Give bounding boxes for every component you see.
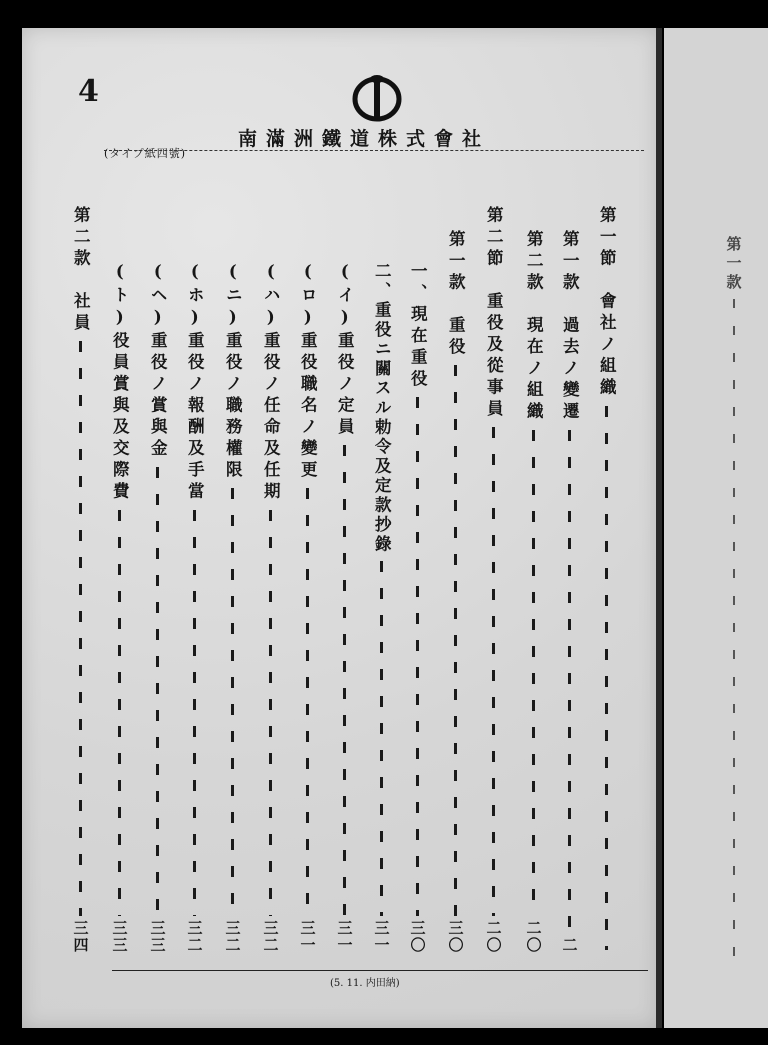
toc-entry	[256, 262, 284, 954]
toc-entry	[403, 262, 431, 954]
toc-page-number: 三〇	[446, 920, 465, 954]
dot-leader	[568, 430, 571, 934]
toc-entry-text: 第二款 社員	[71, 206, 91, 335]
dot-leader	[306, 488, 309, 916]
footer-rule	[112, 970, 648, 971]
dot-leader	[380, 561, 383, 917]
toc-page-number: 三二	[261, 920, 280, 954]
toc-entry-text: 二、重役ニ關スル勅令及定款抄錄	[372, 262, 392, 555]
toc-entry-text: 第二節 重役及從事員	[484, 206, 504, 421]
dot-leader	[79, 341, 82, 916]
toc-entry	[441, 230, 469, 954]
adjacent-page	[664, 28, 768, 1028]
toc-page-number: 三一	[335, 920, 354, 954]
toc-page-number: 三一	[372, 920, 391, 954]
toc-entry-text: (ハ)重役ノ任命及任期	[261, 262, 281, 504]
toc-entry-text: 一、現在重役	[408, 262, 428, 391]
toc-entry-text: 第一節 會社ノ組織	[597, 206, 617, 400]
toc-entry	[143, 262, 171, 954]
footer-print-code: (5. 11. 内田納)	[330, 978, 400, 989]
toc-entry	[519, 230, 547, 954]
company-name: 南滿洲鐵道株式會社	[238, 128, 491, 150]
dot-leader	[605, 406, 608, 951]
toc-entry-text: 第一款 重役	[446, 230, 466, 359]
dot-leader	[193, 510, 196, 917]
toc-entry-text: (イ)重役ノ定員	[335, 262, 355, 439]
toc-entry-text: (ロ)重役職名ノ變更	[298, 262, 318, 482]
dot-leader	[156, 467, 159, 917]
page-number: 4	[78, 74, 99, 109]
book-spine	[656, 28, 662, 1028]
toc-entry-text: 第一款 過去ノ變遷	[560, 230, 580, 424]
toc-page-number: 二	[560, 937, 579, 954]
paper-type-label: (タイプ紙四號)	[104, 147, 187, 160]
toc-page-number: 三三	[148, 920, 167, 954]
toc-entry-text: (ホ)重役ノ報酬及手當	[185, 262, 205, 504]
toc-page-number: 二〇	[484, 920, 503, 954]
adjacent-page-entry-text: 第一款	[724, 236, 743, 293]
toc-entry	[592, 206, 620, 954]
toc-entry	[330, 262, 358, 954]
dot-leader	[733, 299, 735, 956]
toc-page-number: 三〇	[408, 920, 427, 954]
dot-leader	[343, 445, 346, 916]
toc-entry	[180, 262, 208, 954]
toc-entry-text: (ヘ)重役ノ賞與金	[148, 262, 168, 461]
toc-entry-text: (ニ)重役ノ職務權限	[223, 262, 243, 482]
adjacent-page-entry	[722, 236, 746, 956]
header-rule	[104, 150, 644, 151]
toc-entry	[105, 262, 133, 954]
dot-leader	[416, 397, 419, 916]
dot-leader	[532, 430, 535, 917]
dot-leader	[118, 510, 121, 917]
toc-entry	[479, 206, 507, 954]
toc-page-number: 三二	[185, 920, 204, 954]
dot-leader	[231, 488, 234, 916]
toc-page-number: 三二	[223, 920, 242, 954]
toc-page-number: 二〇	[524, 920, 543, 954]
toc-page-number: 三三	[110, 920, 129, 954]
dot-leader	[454, 365, 457, 916]
toc-entry	[218, 262, 246, 954]
toc-entry	[367, 262, 395, 954]
dot-leader	[492, 427, 495, 916]
toc-page-number: 三四	[71, 920, 90, 954]
toc-entry-text: (ト)役員賞與及交際費	[110, 262, 130, 504]
toc-entry	[66, 206, 94, 954]
company-logo-icon	[348, 72, 406, 122]
toc-page-number: 三一	[298, 920, 317, 954]
toc-entry-text: 第二款 現在ノ組織	[524, 230, 544, 424]
toc-entry	[293, 262, 321, 954]
toc-entry	[555, 230, 583, 954]
dot-leader	[269, 510, 272, 917]
